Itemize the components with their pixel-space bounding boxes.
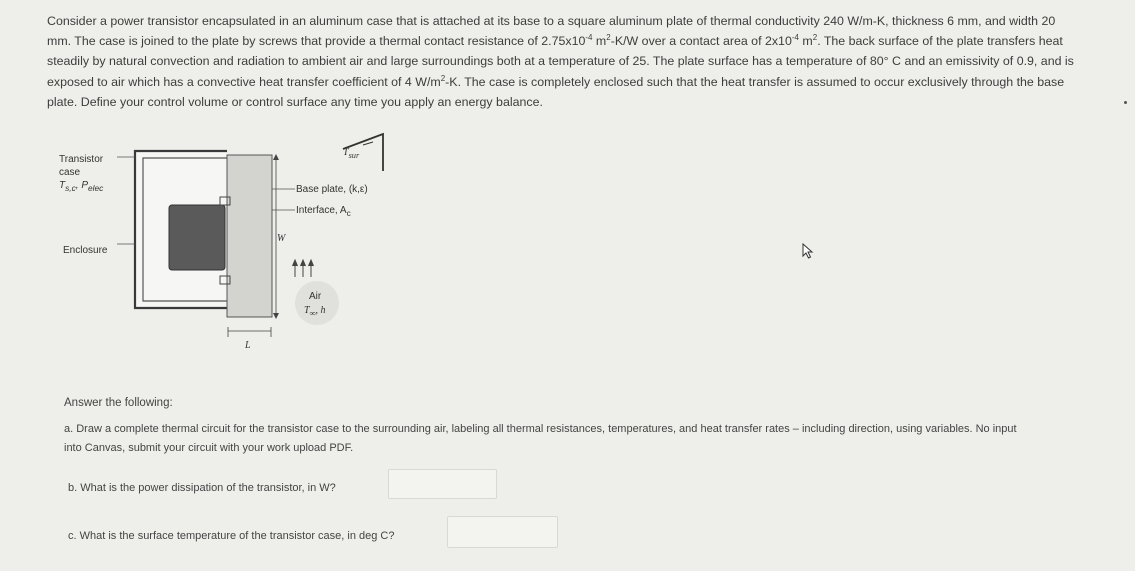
transistor-label: Transistor [59,154,104,165]
tsur-label: $T_{sur}$ [343,147,360,160]
case-vars-label: $T_{s,c}$, $P_{elec}$ [59,180,104,193]
edge-marker [1124,101,1127,104]
question-c: c. What is the surface temperature of the transistor case, in deg C? [68,530,395,542]
answer-input-b[interactable] [388,469,497,499]
question-a: a. Draw a complete thermal circuit for the transistor case to the surrounding air, labeling all thermal resistances, temperatures, and heat transfer rates – including direction, using variables. No input into Canvas, submit your circuit with your work upload PDF. [64,423,1017,454]
figure-diagram [55,125,415,365]
base-plate-label: Base plate, (k,ε) [296,184,368,195]
answer-input-c[interactable] [447,516,558,548]
air-vars-label: $T_\infty$, h [304,305,326,318]
enclosure-label: Enclosure [63,245,108,256]
mouse-cursor-icon [802,243,816,259]
air-label: Air [309,291,322,302]
w-dimension-label: W [277,233,286,244]
l-dimension-label: L [245,340,251,351]
problem-statement: Consider a power transistor encapsulated in an aluminum case that is attached at its base to a square aluminum plate of thermal conductivity 240 W/m-K, thickness 6 mm, and width 20 mm. The case is joined to the plate by screws that provide a thermal contact resistance of $2.75x10^{-4}$ $m^2-K/W$ over a contact area of $2x10^{-4}$ $m^2$. The back surface of the plate transfers heat steadily by natural convection and radiation to ambient air and large surroundings both at a temperature of 25. The plate surface has a temperature of 80° C and an emissivity of 0.9, and is exposed to air which has a convective heat transfer coefficient of 4 $W/m^2-K$. The case is completely enclosed such that the heat transfer is assumed to occur exclusively through the base plate. Define your control volume or control surface any time you apply an energy balance. [47,14,1074,109]
answer-heading: Answer the following: [64,397,173,409]
interface-label: Interface, $A_c$ [296,205,351,218]
transistor-figure [55,125,415,365]
case-label: case [59,167,81,178]
question-b: b. What is the power dissipation of the transistor, in W? [68,482,336,494]
